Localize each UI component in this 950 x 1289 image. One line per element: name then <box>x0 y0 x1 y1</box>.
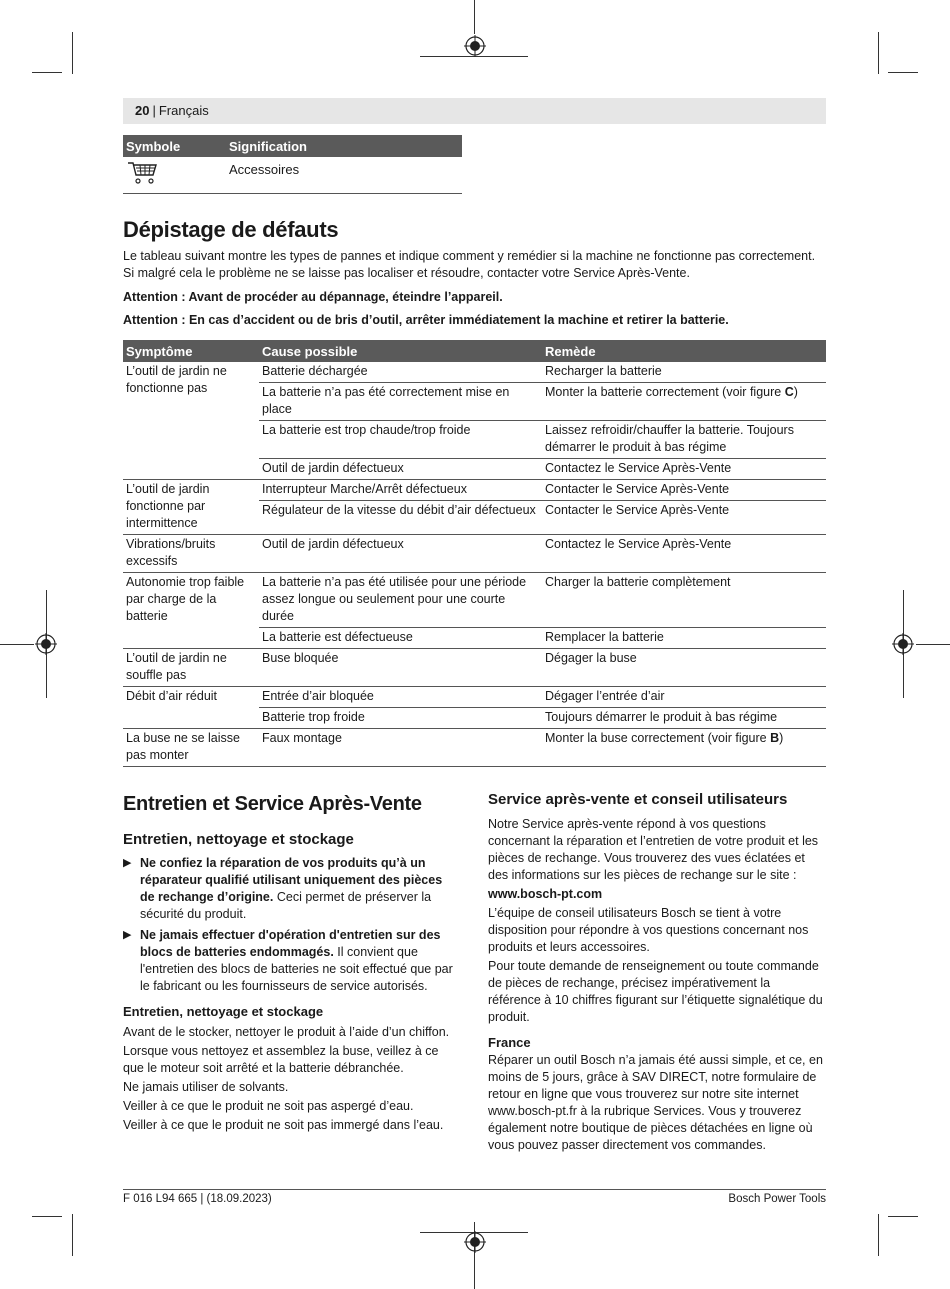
intro-line-1: Le tableau suivant montre les types de pannes et indique comment y remédier si la machine ne fonctionne pas correctement. <box>123 249 816 263</box>
registration-mark-icon <box>464 35 486 57</box>
cause-cell: Batterie trop froide <box>259 708 542 729</box>
footer-document-ref: F 016 L94 665 | (18.09.2023) <box>123 1193 272 1205</box>
service-url[interactable]: www.bosch-pt.com <box>488 887 603 901</box>
remedy-cell <box>542 383 826 421</box>
remedy-cell: Contacter le Service Après-Vente <box>542 480 826 501</box>
registration-mark-icon <box>892 633 914 655</box>
crop-mark <box>888 1216 918 1217</box>
troubleshooting-table-header <box>123 340 826 362</box>
paragraph: Pour toute demande de renseignement ou toute commande de pièces de rechange, précisez impérativement la référence à 10 chiffres figurant sur l’étiquette signalétique du produit. <box>488 959 823 1024</box>
bullet-bold-text: Ne confiez la réparation de vos produits qu’à un réparateur qualifié utilisant uniquement des pièces de rechange d’origine. <box>140 856 443 904</box>
service-section <box>488 790 826 1156</box>
remedy-text: Monter la batterie correctement (voir figure <box>545 385 785 399</box>
symptom-cell: Vibrations/bruits excessifs <box>123 535 259 573</box>
symptom-column-header: Symptôme <box>123 340 259 362</box>
symptom-cell: Débit d’air réduit <box>123 687 259 729</box>
symbol-column-header: Symbole <box>123 135 226 157</box>
table-row <box>123 157 462 194</box>
registration-mark-icon <box>35 633 57 655</box>
maintenance-title: Entretien et Service Après-Vente <box>123 793 422 815</box>
paragraph: Avant de le stocker, nettoyer le produit à l’aide d’un chiffon. <box>123 1025 450 1039</box>
header-separator: | <box>152 103 156 118</box>
page-number: 20 <box>135 103 150 118</box>
symbol-table-header <box>123 135 462 157</box>
remedy-text: Monter la buse correctement (voir figure <box>545 731 771 745</box>
bullet-repair <box>123 855 458 923</box>
crop-mark <box>32 72 62 73</box>
symptom-cell: L’outil de jardin fonctionne par intermittence <box>123 480 259 535</box>
remedy-cell: Toujours démarrer le produit à bas régime <box>542 708 826 729</box>
meaning-cell: Accessoires <box>226 157 462 194</box>
remedy-cell: Dégager l’entrée d’air <box>542 687 826 708</box>
remedy-cell: Recharger la batterie <box>542 362 826 383</box>
cause-cell: Faux montage <box>259 729 542 767</box>
table-row <box>123 649 826 687</box>
troubleshooting-intro <box>123 248 828 282</box>
bullet-bold-text: Ne jamais effectuer d'opération d'entretien sur des blocs de batteries endommagés. <box>140 928 441 959</box>
remedy-cell: Contactez le Service Après-Vente <box>542 459 826 480</box>
bullet-text: Il convient que l'entretien des blocs de batteries ne soit effectué que par le fabricant ou les fournisseurs de service autorisés. <box>140 945 453 993</box>
cause-cell: Entrée d’air bloquée <box>259 687 542 708</box>
table-row <box>123 573 826 628</box>
footer-rule <box>123 1189 826 1190</box>
figure-ref: C <box>784 385 794 399</box>
service-title: Service après-vente et conseil utilisateurs <box>488 791 788 808</box>
remedy-cell: Contactez le Service Après-Vente <box>542 535 826 573</box>
paragraph: Ne jamais utiliser de solvants. <box>123 1080 289 1094</box>
crop-mark <box>474 0 475 34</box>
symptom-cell: La buse ne se laisse pas monter <box>123 729 259 767</box>
intro-line-2: Si malgré cela le problème ne se laisse pas localiser et résoudre, contacter votre Service Après-Vente. <box>123 266 690 280</box>
cause-cell: Interrupteur Marche/Arrêt défectueux <box>259 480 542 501</box>
crop-mark <box>888 72 918 73</box>
cause-cell: La batterie est trop chaude/trop froide <box>259 421 542 459</box>
paragraph: Veiller à ce que le produit ne soit pas aspergé d’eau. <box>123 1099 414 1113</box>
troubleshooting-table <box>123 340 826 767</box>
symptom-cell: L’outil de jardin ne souffle pas <box>123 649 259 687</box>
cause-cell: Batterie déchargée <box>259 362 542 383</box>
footer-brand: Bosch Power Tools <box>728 1193 826 1205</box>
cause-cell: La batterie n’a pas été utilisée pour une période assez longue ou seulement pour une courte durée <box>259 573 542 628</box>
paragraph: Notre Service après-vente répond à vos questions concernant la réparation et l’entretien de votre produit et les pièces de rechange. Vous trouverez des vues éclatées et des informations sur les pièces de rechange sur le site : <box>488 817 819 882</box>
paragraph: Lorsque vous nettoyez et assemblez la buse, veillez à ce que le moteur soit arrêté et la batterie débranchée. <box>123 1044 439 1075</box>
page-header <box>123 98 826 124</box>
remedy-text-end: ) <box>779 731 784 745</box>
cause-cell: Buse bloquée <box>259 649 542 687</box>
remedy-cell <box>542 729 826 767</box>
crop-mark <box>878 1214 879 1256</box>
figure-ref: B <box>770 731 780 745</box>
symptom-cell: Autonomie trop faible par charge de la batterie <box>123 573 259 649</box>
paragraph: L’équipe de conseil utilisateurs Bosch se tient à votre disposition pour répondre à vos questions concernant nos produits et leurs accessoires. <box>488 906 809 954</box>
remedy-cell: Remplacer la batterie <box>542 628 826 649</box>
table-row <box>123 687 826 708</box>
country-heading: France <box>488 1035 531 1050</box>
cause-cell: La batterie est défectueuse <box>259 628 542 649</box>
table-row <box>123 362 826 383</box>
crop-mark <box>916 644 950 645</box>
symptom-cell: L’outil de jardin ne fonctionne pas <box>123 362 259 480</box>
remedy-cell: Dégager la buse <box>542 649 826 687</box>
meaning-column-header: Signification <box>226 135 462 157</box>
warning-switch-off: Attention : Avant de procéder au dépannage, éteindre l’appareil. <box>123 290 503 304</box>
cause-cell: Outil de jardin défectueux <box>259 459 542 480</box>
cause-cell: La batterie n’a pas été correctement mise en place <box>259 383 542 421</box>
cause-cell: Outil de jardin défectueux <box>259 535 542 573</box>
cause-column-header: Cause possible <box>259 340 542 362</box>
remedy-cell: Laissez refroidir/chauffer la batterie. Toujours démarrer le produit à bas régime <box>542 421 826 459</box>
crop-mark <box>878 32 879 74</box>
remedy-column-header: Remède <box>542 340 826 362</box>
page-language: Français <box>158 103 209 118</box>
bullet-battery <box>123 927 458 995</box>
remedy-text-end: ) <box>793 385 798 399</box>
table-row <box>123 480 826 501</box>
paragraph: Réparer un outil Bosch n’a jamais été aussi simple, et ce, en moins de 5 jours, grâce à SAV DIRECT, notre formulaire de retour en ligne que vous trouverez sur notre site internet www.bosch-pt.fr à la rubrique Services. Vous y trouverez également notre boutique de pièces détachées en ligne où vous pouvez passer directement vos commandes. <box>488 1053 823 1152</box>
paragraph: Veiller à ce que le produit ne soit pas immergé dans l’eau. <box>123 1118 444 1132</box>
troubleshooting-title: Dépistage de défauts <box>123 217 339 242</box>
table-row <box>123 535 826 573</box>
bullet-triangle-icon: ▶ <box>123 929 132 941</box>
symbol-cell <box>123 157 226 194</box>
cause-cell: Régulateur de la vitesse du débit d’air défectueux <box>259 501 542 535</box>
maintenance-subheading: Entretien, nettoyage et stockage <box>123 1004 324 1019</box>
table-row <box>123 729 826 767</box>
crop-mark <box>72 32 73 74</box>
registration-mark-icon <box>464 1231 486 1253</box>
warning-accident: Attention : En cas d’accident ou de bris d’outil, arrêter immédiatement la machine et retirer la batterie. <box>123 313 729 327</box>
bullet-text: Ceci permet de préserver la sécurité du produit. <box>140 890 432 921</box>
maintenance-section <box>123 791 458 1136</box>
shopping-cart-icon <box>126 161 160 185</box>
crop-mark <box>0 644 34 645</box>
bullet-triangle-icon: ▶ <box>123 857 132 869</box>
crop-mark <box>72 1214 73 1256</box>
maintenance-subtitle: Entretien, nettoyage et stockage <box>123 831 354 848</box>
crop-mark <box>32 1216 62 1217</box>
remedy-cell: Contacter le Service Après-Vente <box>542 501 826 535</box>
symbol-table <box>123 135 462 194</box>
remedy-cell: Charger la batterie complètement <box>542 573 826 628</box>
